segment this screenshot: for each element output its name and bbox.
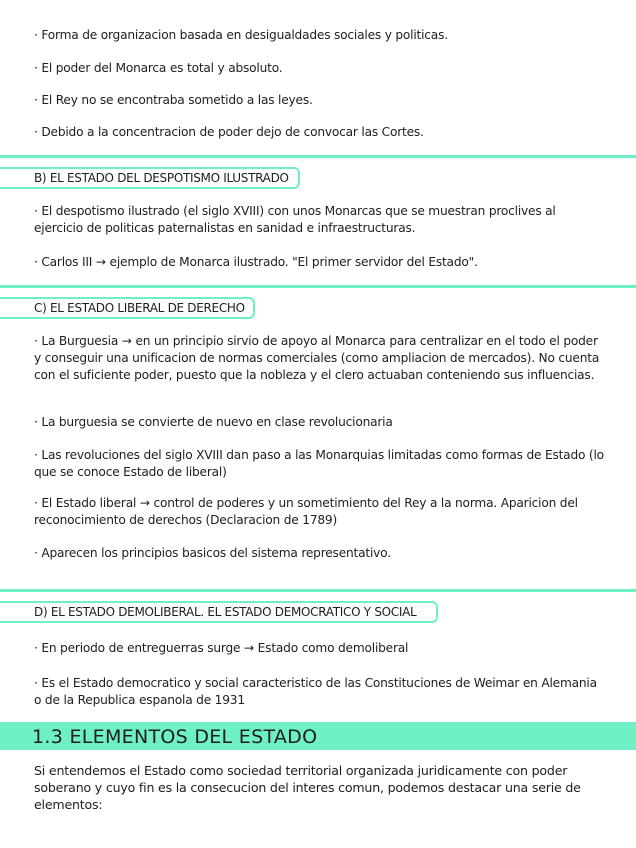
section-c-bullet-2: · La burguesia se convierte de nuevo en clase revolucionaria	[34, 415, 393, 429]
intro-bullet-3: · El Rey no se encontraba sometido a las leyes.	[34, 93, 313, 107]
intro-bullet-2: · El poder del Monarca es total y absoluto.	[34, 61, 283, 75]
section-b-heading: B) EL ESTADO DEL DESPOTISMO ILUSTRADO	[0, 167, 300, 189]
section-b-bullet-1: · El despotismo ilustrado (el siglo XVIII) con unos Monarcas que se muestran proclives al ejercicio de politicas paternalistas en sanidad e infraestructuras.	[34, 204, 556, 235]
section-d-bullet-1: · En periodo de entreguerras surge → Estado como demoliberal	[34, 641, 409, 655]
section-c-bullet-5: · Aparecen los principios basicos del sistema representativo.	[34, 546, 391, 560]
section-c-bullet-3: · Las revoluciones del siglo XVIII dan paso a las Monarquias limitadas como formas de Estado (lo que se conoce Estado de liberal)	[34, 448, 604, 479]
section-divider	[0, 589, 636, 592]
section-13-paragraph: Si entendemos el Estado como sociedad territorial organizada juridicamente con poder soberano y cuyo fin es la consecucion del interes comun, podemos destacar una serie de elementos:	[34, 763, 581, 812]
section-c-heading: C) EL ESTADO LIBERAL DE DERECHO	[0, 297, 255, 319]
intro-bullet-1: · Forma de organizacion basada en desigualdades sociales y politicas.	[34, 28, 448, 42]
section-13-title: 1.3 ELEMENTOS DEL ESTADO	[32, 726, 318, 748]
section-b-bullet-2: · Carlos III → ejemplo de Monarca ilustrado. "El primer servidor del Estado".	[34, 255, 478, 269]
section-c-bullet-1: · La Burguesia → en un principio sirvio de apoyo al Monarca para centralizar en el todo el poder y conseguir una unificacion de normas comerciales (como ampliacion de mercados). No cuenta con el suficiente poder, puesto que la nobleza y el clero actuaban conteniendo sus influencias.	[34, 334, 600, 382]
section-d-heading: D) EL ESTADO DEMOLIBERAL. EL ESTADO DEMOCRATICO Y SOCIAL	[0, 601, 438, 623]
section-divider	[0, 155, 636, 158]
intro-bullet-4: · Debido a la concentracion de poder dejo de convocar las Cortes.	[34, 125, 424, 139]
section-d-bullet-2: · Es el Estado democratico y social caracteristico de las Constituciones de Weimar en Alemania o de la Republica espanola de 1931	[34, 676, 597, 707]
section-divider	[0, 285, 636, 288]
section-c-bullet-4: · El Estado liberal → control de poderes y un sometimiento del Rey a la norma. Aparicion del reconocimiento de derechos (Declaracion de 1789)	[34, 496, 578, 527]
